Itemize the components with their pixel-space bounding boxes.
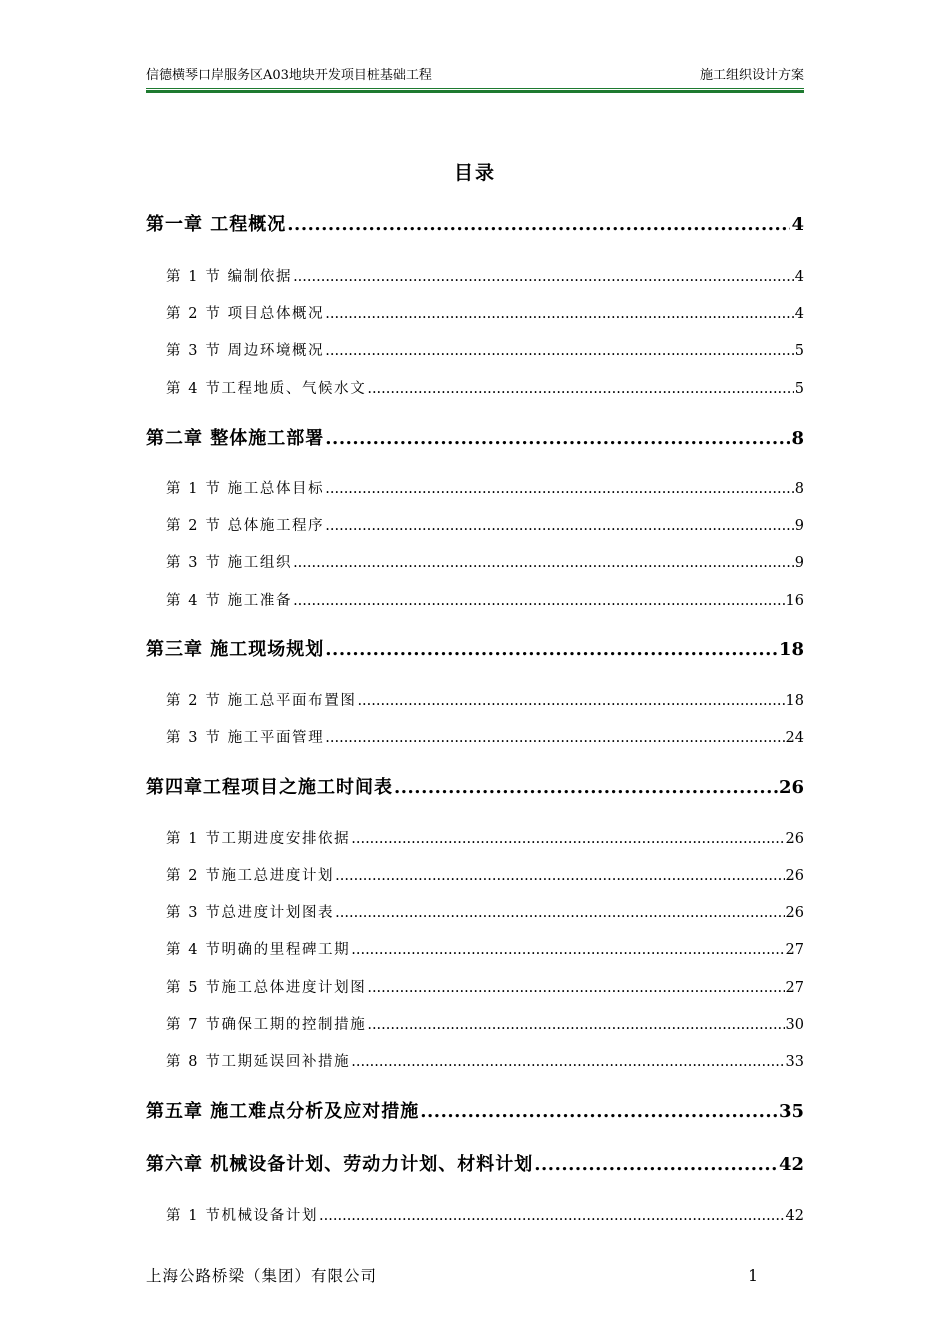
toc-entry-title: 第 2 节 项目总体概况 xyxy=(166,306,325,322)
toc-title: 目录 xyxy=(453,162,496,184)
toc-leader-dots xyxy=(534,1151,778,1179)
toc-entry-page: 26 xyxy=(785,868,804,884)
toc-leader-dots xyxy=(325,425,790,453)
toc-entry-section[interactable] xyxy=(166,590,804,612)
toc-leader-dots xyxy=(293,552,794,574)
toc-entry-page: 27 xyxy=(785,980,804,996)
toc-leader-dots xyxy=(351,828,784,850)
toc-entry-title: 第 2 节 总体施工程序 xyxy=(166,518,325,534)
toc-entry-chapter[interactable] xyxy=(146,211,804,239)
footer-page-number: 1 xyxy=(748,1267,758,1285)
toc-entry-title: 第 1 节机械设备计划 xyxy=(166,1208,319,1224)
toc-entry-page: 42 xyxy=(778,1154,804,1175)
toc-entry-page: 26 xyxy=(778,777,804,798)
page-footer xyxy=(146,1264,758,1288)
toc-entry-title: 第 4 节 施工准备 xyxy=(166,593,293,609)
toc-leader-dots xyxy=(293,266,794,288)
toc-entry-page: 27 xyxy=(785,942,804,958)
toc-entry-title: 第 1 节 编制依据 xyxy=(166,269,293,285)
toc-leader-dots xyxy=(335,865,784,887)
toc-entry-page: 8 xyxy=(791,428,804,449)
toc-entry-page: 33 xyxy=(785,1054,804,1070)
toc-entry-title: 第 3 节 周边环境概况 xyxy=(166,343,325,359)
toc-entry-section[interactable] xyxy=(166,828,804,850)
toc-entry-section[interactable] xyxy=(166,515,804,537)
toc-entry-page: 35 xyxy=(778,1101,804,1122)
toc-leader-dots xyxy=(357,690,784,712)
toc-entry-section[interactable] xyxy=(166,727,804,749)
toc-entry-page: 8 xyxy=(794,481,804,497)
toc-leader-dots xyxy=(351,1051,784,1073)
toc-entry-section[interactable] xyxy=(166,266,804,288)
toc-entry-page: 5 xyxy=(794,381,804,397)
toc-leader-dots xyxy=(325,727,784,749)
toc-entry-section[interactable] xyxy=(166,690,804,712)
toc-entry-page: 26 xyxy=(785,831,804,847)
toc-entry-section[interactable] xyxy=(166,1051,804,1073)
toc-entry-page: 5 xyxy=(794,343,804,359)
toc-entry-page: 42 xyxy=(785,1208,804,1224)
toc-entry-chapter[interactable] xyxy=(146,425,804,453)
toc-leader-dots xyxy=(287,211,790,239)
toc-entry-title: 第六章 机械设备计划、劳动力计划、材料计划 xyxy=(146,1154,534,1175)
toc-leader-dots xyxy=(325,515,794,537)
toc-entry-page: 30 xyxy=(785,1017,804,1033)
header-document-type: 施工组织设计方案 xyxy=(699,68,804,83)
toc-entry-page: 16 xyxy=(785,593,804,609)
toc-entry-section[interactable] xyxy=(166,1014,804,1036)
toc-entry-section[interactable] xyxy=(166,939,804,961)
toc-entry-title: 第 2 节 施工总平面布置图 xyxy=(166,693,357,709)
toc-entry-title: 第一章 工程概况 xyxy=(146,214,287,235)
toc-entry-title: 第 4 节明确的里程碑工期 xyxy=(166,942,351,958)
toc-entry-title: 第 7 节确保工期的控制措施 xyxy=(166,1017,367,1033)
toc-entry-section[interactable] xyxy=(166,902,804,924)
toc-entry-title: 第 8 节工期延误回补措施 xyxy=(166,1054,351,1070)
toc-entry-section[interactable] xyxy=(166,1205,804,1227)
toc-entry-page: 24 xyxy=(785,730,804,746)
toc-entry-page: 4 xyxy=(794,269,804,285)
toc-entry-page: 4 xyxy=(794,306,804,322)
toc-leader-dots xyxy=(351,939,784,961)
toc-leader-dots xyxy=(367,378,793,400)
toc-entry-chapter[interactable] xyxy=(146,636,804,664)
toc-leader-dots xyxy=(394,774,778,802)
toc-leader-dots xyxy=(319,1205,785,1227)
toc-entry-page: 18 xyxy=(778,639,804,660)
toc-leader-dots xyxy=(367,1014,784,1036)
toc-entry-title: 第四章工程项目之施工时间表 xyxy=(146,777,393,798)
toc-leader-dots xyxy=(367,977,784,999)
toc-entry-title: 第 3 节总进度计划图表 xyxy=(166,905,335,921)
toc-entry-page: 4 xyxy=(791,214,804,235)
toc-entry-title: 第二章 整体施工部署 xyxy=(146,428,325,449)
toc-entry-page: 9 xyxy=(794,518,804,534)
toc-leader-dots xyxy=(335,902,784,924)
toc-entry-section[interactable] xyxy=(166,977,804,999)
toc-entry-section[interactable] xyxy=(166,865,804,887)
toc-entry-section[interactable] xyxy=(166,552,804,574)
footer-company-name: 上海公路桥梁（集团）有限公司 xyxy=(146,1267,378,1285)
toc-entry-section[interactable] xyxy=(166,378,804,400)
toc-entry-section[interactable] xyxy=(166,478,804,500)
toc-entry-title: 第 1 节 施工总体目标 xyxy=(166,481,325,497)
toc-leader-dots xyxy=(325,478,794,500)
toc-leader-dots xyxy=(293,590,784,612)
toc-entry-title: 第 1 节工期进度安排依据 xyxy=(166,831,351,847)
toc-entry-section[interactable] xyxy=(166,303,804,325)
toc-entry-title: 第三章 施工现场规划 xyxy=(146,639,325,660)
toc-entry-page: 18 xyxy=(785,693,804,709)
toc-entry-chapter[interactable] xyxy=(146,1151,804,1179)
toc-entry-chapter[interactable] xyxy=(146,1098,804,1126)
toc-entry-title: 第五章 施工难点分析及应对措施 xyxy=(146,1101,420,1122)
toc-entry-title: 第 4 节工程地质、气候水文 xyxy=(166,381,367,397)
toc-entry-title: 第 3 节 施工平面管理 xyxy=(166,730,325,746)
toc-leader-dots xyxy=(325,340,794,362)
toc-entry-page: 26 xyxy=(785,905,804,921)
toc-entry-section[interactable] xyxy=(166,340,804,362)
toc-entry-title: 第 5 节施工总体进度计划图 xyxy=(166,980,367,996)
toc-entry-title: 第 2 节施工总进度计划 xyxy=(166,868,335,884)
toc-leader-dots xyxy=(325,303,794,325)
toc-leader-dots xyxy=(325,636,778,664)
toc-entry-title: 第 3 节 施工组织 xyxy=(166,555,293,571)
header-project-title: 信德横琴口岸服务区A03地块开发项目桩基础工程 xyxy=(146,68,432,83)
toc-entry-chapter[interactable] xyxy=(146,774,804,802)
toc-entry-page: 9 xyxy=(794,555,804,571)
toc-leader-dots xyxy=(420,1098,778,1126)
